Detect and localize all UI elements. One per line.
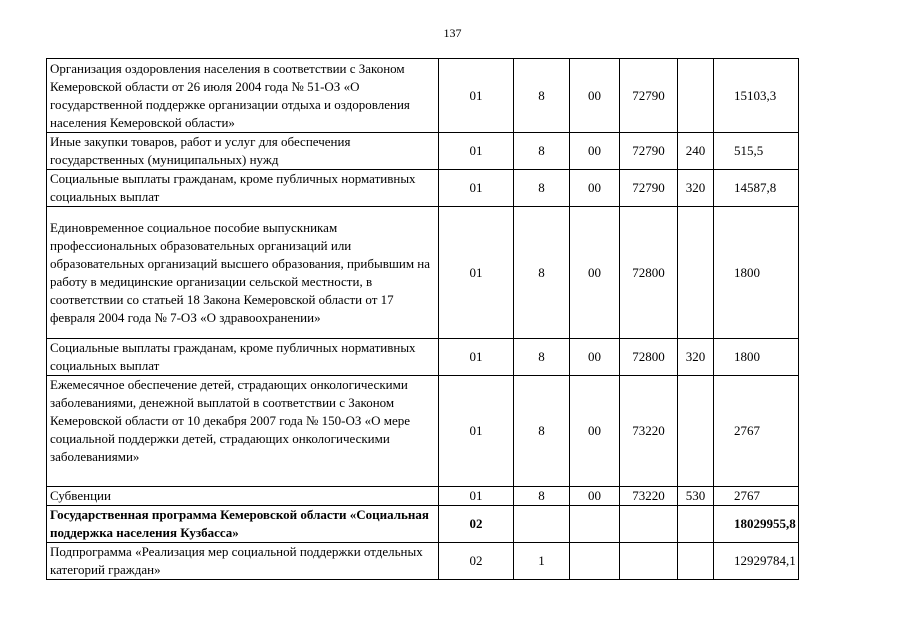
code-cell: 8 xyxy=(514,376,570,487)
table-row xyxy=(47,170,799,207)
row-name: Субвенции xyxy=(47,487,439,506)
code-cell: 01 xyxy=(439,487,514,506)
code-cell xyxy=(620,506,678,543)
code-cell xyxy=(678,506,714,543)
table-row xyxy=(47,487,799,506)
code-cell: 320 xyxy=(678,170,714,207)
amount-cell: 1800 xyxy=(714,207,799,339)
row-name: Социальные выплаты гражданам, кроме публичных нормативных социальных выплат xyxy=(47,339,439,376)
code-cell: 8 xyxy=(514,59,570,133)
code-cell: 72800 xyxy=(620,339,678,376)
code-cell: 72790 xyxy=(620,170,678,207)
code-cell: 1 xyxy=(514,543,570,580)
code-cell: 00 xyxy=(570,339,620,376)
page-number: 137 xyxy=(443,26,462,40)
code-cell: 00 xyxy=(570,487,620,506)
code-cell: 320 xyxy=(678,339,714,376)
amount-cell: 15103,3 xyxy=(714,59,799,133)
row-name: Единовременное социальное пособие выпускникам профессиональных образовательных организаций или образовательных организаций высшего образования, прибывшим на работу в медицинские организации сельской местности, в соответствии со статьей 18 Закона Кемеровской области от 17 февраля 2004 года № 7-ОЗ «О здравоохранении» xyxy=(47,207,439,339)
code-cell: 8 xyxy=(514,487,570,506)
amount-cell: 2767 xyxy=(714,376,799,487)
code-cell xyxy=(620,543,678,580)
amount-cell: 14587,8 xyxy=(714,170,799,207)
row-name: Подпрограмма «Реализация мер социальной поддержки отдельных категорий граждан» xyxy=(47,543,439,580)
code-cell xyxy=(678,376,714,487)
code-cell xyxy=(570,543,620,580)
code-cell: 73220 xyxy=(620,376,678,487)
row-name: Иные закупки товаров, работ и услуг для обеспечения государственных (муниципальных) нужд xyxy=(47,133,439,170)
code-cell xyxy=(570,506,620,543)
code-cell: 73220 xyxy=(620,487,678,506)
row-name: Организация оздоровления населения в соответствии с Законом Кемеровской области от 26 июля 2004 года № 51-ОЗ «О государственной поддержке организации отдыха и оздоровления населения Кемеровской области» xyxy=(47,59,439,133)
code-cell: 00 xyxy=(570,59,620,133)
table-row xyxy=(47,543,799,580)
code-cell xyxy=(678,207,714,339)
code-cell: 01 xyxy=(439,170,514,207)
table-row xyxy=(47,339,799,376)
code-cell: 72800 xyxy=(620,207,678,339)
table-row xyxy=(47,506,799,543)
budget-table xyxy=(46,58,799,580)
table-row xyxy=(47,133,799,170)
table-row xyxy=(47,376,799,487)
code-cell: 02 xyxy=(439,543,514,580)
code-cell: 01 xyxy=(439,376,514,487)
code-cell: 8 xyxy=(514,133,570,170)
amount-cell: 515,5 xyxy=(714,133,799,170)
code-cell: 00 xyxy=(570,207,620,339)
code-cell: 72790 xyxy=(620,133,678,170)
amount-cell: 1800 xyxy=(714,339,799,376)
code-cell: 00 xyxy=(570,133,620,170)
code-cell: 72790 xyxy=(620,59,678,133)
amount-cell: 18029955,8 xyxy=(714,506,799,543)
code-cell: 02 xyxy=(439,506,514,543)
code-cell: 8 xyxy=(514,207,570,339)
row-name: Ежемесячное обеспечение детей, страдающих онкологическими заболеваниями, денежной выплатой в соответствии с Законом Кемеровской области от 10 декабря 2007 года № 150-ОЗ «О мере социальной поддержки детей, страдающих онкологическими заболеваниями» xyxy=(47,376,439,487)
table-row xyxy=(47,59,799,133)
table-row xyxy=(47,207,799,339)
code-cell xyxy=(678,59,714,133)
code-cell: 01 xyxy=(439,59,514,133)
amount-cell: 12929784,1 xyxy=(714,543,799,580)
code-cell xyxy=(678,543,714,580)
code-cell: 01 xyxy=(439,133,514,170)
code-cell: 01 xyxy=(439,207,514,339)
code-cell: 240 xyxy=(678,133,714,170)
code-cell xyxy=(514,506,570,543)
code-cell: 530 xyxy=(678,487,714,506)
code-cell: 00 xyxy=(570,376,620,487)
code-cell: 01 xyxy=(439,339,514,376)
row-name: Государственная программа Кемеровской области «Социальная поддержка населения Кузбасса» xyxy=(47,506,439,543)
code-cell: 8 xyxy=(514,339,570,376)
row-name: Социальные выплаты гражданам, кроме публичных нормативных социальных выплат xyxy=(47,170,439,207)
code-cell: 00 xyxy=(570,170,620,207)
code-cell: 8 xyxy=(514,170,570,207)
amount-cell: 2767 xyxy=(714,487,799,506)
